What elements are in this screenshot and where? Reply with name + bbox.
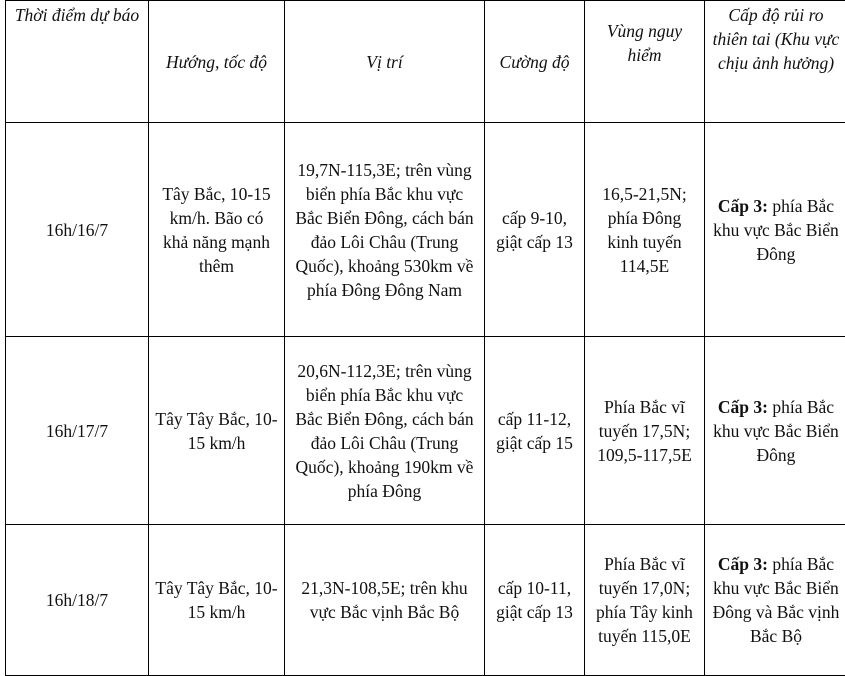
cell-position: 19,7N-115,3E; trên vùng biển phía Bắc khu vực Bắc Biển Đông, cách bán đảo Lôi Châu (Trung Quốc), khoảng 530km về phía Đông Đông Nam [285, 123, 485, 337]
cell-danger-zone: 16,5-21,5N; phía Đông kinh tuyến 114,5E [585, 123, 705, 337]
cell-danger-zone: Phía Bắc vĩ tuyến 17,0N; phía Tây kinh tuyến 115,0E [585, 525, 705, 676]
cell-direction: Tây Bắc, 10-15 km/h. Bão có khả năng mạnh thêm [149, 123, 285, 337]
header-position: Vị trí [285, 1, 485, 123]
table-row [6, 525, 845, 676]
cell-risk [705, 525, 845, 676]
risk-level-label: Cấp 3: [718, 196, 768, 216]
cell-risk [705, 337, 845, 525]
cell-intensity: cấp 11-12, giật cấp 15 [485, 337, 585, 525]
header-direction-speed: Hướng, tốc độ [149, 1, 285, 123]
risk-area: phía Bắc khu vực Bắc Biển Đông và Bắc vịnh Bắc Bộ [713, 554, 840, 646]
header-forecast-time: Thời điểm dự báo [6, 1, 149, 123]
cell-direction: Tây Tây Bắc, 10-15 km/h [149, 525, 285, 676]
cell-time: 16h/16/7 [6, 123, 149, 337]
risk-area: phía Bắc khu vực Bắc Biển Đông [713, 196, 839, 264]
table-header-row [6, 1, 845, 123]
cell-risk [705, 123, 845, 337]
risk-level-label: Cấp 3: [718, 554, 768, 574]
cell-danger-zone: Phía Bắc vĩ tuyến 17,5N; 109,5-117,5E [585, 337, 705, 525]
header-intensity: Cường độ [485, 1, 585, 123]
risk-level-label: Cấp 3: [718, 397, 768, 417]
risk-area: phía Bắc khu vực Bắc Biển Đông [713, 397, 839, 465]
header-risk-level: Cấp độ rủi ro thiên tai (Khu vực chịu ảnh hưởng) [705, 1, 845, 123]
cell-intensity: cấp 9-10, giật cấp 13 [485, 123, 585, 337]
storm-forecast-table [5, 0, 845, 676]
table-row [6, 337, 845, 525]
cell-intensity: cấp 10-11, giật cấp 13 [485, 525, 585, 676]
cell-time: 16h/17/7 [6, 337, 149, 525]
cell-position: 21,3N-108,5E; trên khu vực Bắc vịnh Bắc Bộ [285, 525, 485, 676]
cell-direction: Tây Tây Bắc, 10-15 km/h [149, 337, 285, 525]
table-row [6, 123, 845, 337]
cell-time: 16h/18/7 [6, 525, 149, 676]
header-danger-zone: Vùng nguy hiểm [585, 1, 705, 123]
cell-position: 20,6N-112,3E; trên vùng biển phía Bắc khu vực Bắc Biển Đông, cách bán đảo Lôi Châu (Trung Quốc), khoảng 190km về phía Đông [285, 337, 485, 525]
